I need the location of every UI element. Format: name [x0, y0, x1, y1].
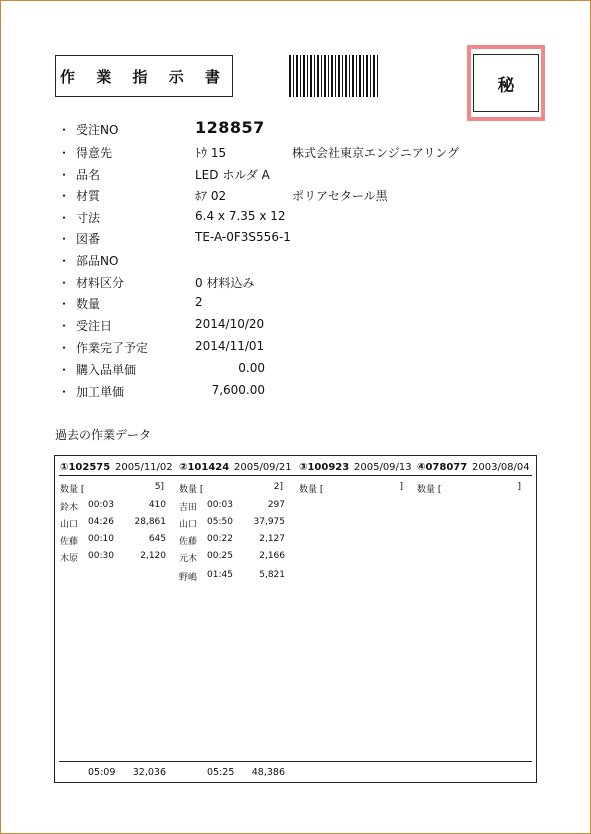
work-time: 00:22 — [207, 534, 233, 544]
work-amount: 28,861 — [134, 517, 166, 527]
field-label: 得意先 — [76, 146, 113, 160]
field-value: 128857 — [195, 118, 265, 137]
work-time: 01:45 — [207, 570, 233, 580]
field-value: 0 材料込み — [195, 276, 255, 290]
qty-value: ] — [399, 482, 403, 492]
field-label: 部品NO — [76, 254, 119, 268]
field-label: 受注日 — [76, 319, 113, 333]
history-row — [60, 517, 172, 533]
confidential-stamp: 秘 — [473, 54, 539, 112]
history-date: 2003/08/04 — [472, 462, 530, 473]
bullet: ・ — [58, 363, 71, 377]
field-value: ﾄｳ 15 — [195, 146, 227, 160]
history-title: 過去の作業データ — [55, 428, 152, 442]
history-row — [60, 500, 172, 516]
worker-name: 佐藤 — [179, 537, 198, 547]
history-row — [60, 534, 172, 550]
history-order-no: ④078077 — [417, 462, 468, 473]
field-extra: 株式会社東京エンジニアリング — [292, 146, 459, 160]
bullet: ・ — [58, 123, 71, 137]
history-date: 2005/09/21 — [234, 462, 292, 473]
field-extra: ポリアセタール黒 — [292, 189, 388, 203]
history-order-no: ①102575 — [60, 462, 111, 473]
work-amount: 297 — [267, 500, 285, 510]
history-order-no: ②101424 — [179, 462, 230, 473]
bullet: ・ — [58, 211, 71, 225]
work-time: 00:03 — [207, 500, 233, 510]
field-label: 材質 — [76, 189, 101, 203]
field-label: 材料区分 — [76, 276, 125, 290]
bullet: ・ — [58, 232, 71, 246]
worker-name: 木原 — [60, 554, 79, 564]
document-title: 作 業 指 示 書 — [55, 55, 233, 97]
qty-label: 数量 [ — [179, 485, 204, 495]
field-label: 数量 — [76, 297, 101, 311]
bullet: ・ — [58, 189, 71, 203]
history-column-header — [299, 462, 412, 473]
work-time: 00:10 — [88, 534, 114, 544]
history-row — [179, 534, 291, 550]
total-time: 05:09 — [88, 767, 116, 778]
worker-name: 吉田 — [179, 503, 198, 513]
history-row — [179, 517, 291, 533]
qty-value: ] — [517, 482, 521, 492]
field-value: TE-A-0F3S556-1 — [195, 230, 291, 244]
field-value: 7,600.00 — [211, 383, 265, 397]
qty-value: 2] — [273, 482, 283, 492]
history-column-header — [417, 462, 530, 473]
history-row — [179, 551, 291, 567]
bullet: ・ — [58, 254, 71, 268]
barcode — [289, 55, 379, 97]
work-amount: 2,120 — [140, 551, 166, 561]
field-value: LED ホルダ A — [195, 168, 270, 182]
field-value: 0.00 — [238, 361, 265, 375]
history-column — [179, 456, 297, 782]
field-value: 2014/11/01 — [195, 339, 265, 353]
worker-name: 山口 — [179, 520, 198, 530]
field-label: 図番 — [76, 232, 101, 246]
work-amount: 5,821 — [259, 570, 285, 580]
bullet: ・ — [58, 146, 71, 160]
history-column — [417, 456, 535, 782]
work-amount: 410 — [148, 500, 166, 510]
qty-label: 数量 [ — [299, 485, 324, 495]
field-label: 寸法 — [76, 211, 101, 225]
history-row — [179, 570, 291, 586]
history-date: 2005/09/13 — [354, 462, 412, 473]
total-amount: 48,386 — [251, 767, 285, 778]
history-row — [179, 500, 291, 516]
history-column — [299, 456, 417, 782]
work-time: 04:26 — [88, 517, 114, 527]
history-table — [54, 455, 537, 783]
worker-name: 野嶋 — [179, 573, 198, 583]
worker-name: 元木 — [179, 554, 198, 564]
history-row — [60, 551, 172, 567]
field-label: 購入品単価 — [76, 363, 137, 377]
field-value: 2014/10/20 — [195, 317, 265, 331]
history-date: 2005/11/02 — [115, 462, 173, 473]
bullet: ・ — [58, 297, 71, 311]
worker-name: 佐藤 — [60, 537, 79, 547]
work-time: 05:50 — [207, 517, 233, 527]
work-time: 00:25 — [207, 551, 233, 561]
field-label: 作業完了予定 — [76, 341, 149, 355]
bullet: ・ — [58, 276, 71, 290]
work-amount: 2,166 — [259, 551, 285, 561]
field-label: 受注NO — [76, 123, 119, 137]
work-amount: 2,127 — [259, 534, 285, 544]
field-value: 2 — [195, 295, 203, 309]
bullet: ・ — [58, 385, 71, 399]
total-time: 05:25 — [207, 767, 235, 778]
worker-name: 鈴木 — [60, 503, 79, 513]
work-amount: 37,975 — [253, 517, 285, 527]
qty-value: 5] — [154, 482, 164, 492]
history-column — [60, 456, 178, 782]
work-time: 00:30 — [88, 551, 114, 561]
work-amount: 645 — [148, 534, 166, 544]
worker-name: 山口 — [60, 520, 79, 530]
field-label: 加工単価 — [76, 385, 125, 399]
history-column-header — [60, 462, 173, 473]
field-value: 6.4 x 7.35 x 12 — [195, 209, 286, 223]
history-column-header — [179, 462, 292, 473]
qty-label: 数量 [ — [417, 485, 442, 495]
total-amount: 32,036 — [132, 767, 166, 778]
field-label: 品名 — [76, 168, 101, 182]
bullet: ・ — [58, 319, 71, 333]
history-order-no: ③100923 — [299, 462, 350, 473]
qty-label: 数量 [ — [60, 485, 85, 495]
bullet: ・ — [58, 341, 71, 355]
bullet: ・ — [58, 168, 71, 182]
field-value: ﾎｱ 02 — [195, 189, 227, 203]
work-time: 00:03 — [88, 500, 114, 510]
